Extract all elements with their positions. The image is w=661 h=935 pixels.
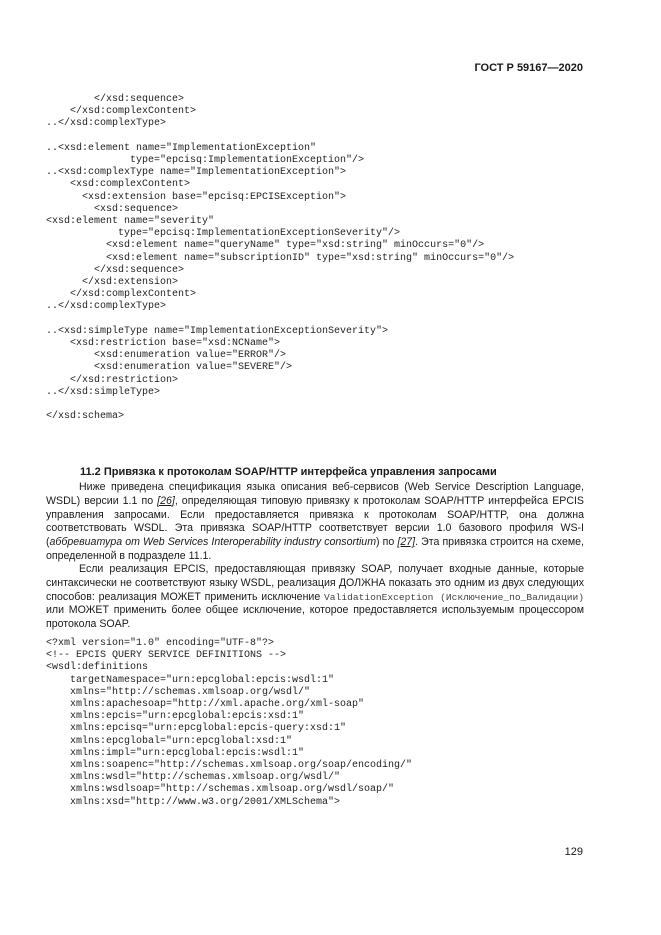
xsd-code-line: ..<xsd:simpleType name="ImplementationExceptionSeverity"> [46,325,389,337]
wsdl-code-line: targetNamespace="urn:epcglobal:epcis:wsdl:1" [46,674,335,686]
paragraph-text: ) по [376,536,398,549]
paragraph-wsdl-binding [46,481,584,564]
section-heading: 11.2 Привязка к протоколам SOAP/HTTP интерфейса управления запросами [80,466,497,478]
xsd-code-line: <xsd:element name="queryName" type="xsd:string" minOccurs="0"/> [46,240,485,252]
wsdl-code-line: <!-- EPCIS QUERY SERVICE DEFINITIONS --> [46,650,287,662]
document-standard-number: ГОСТ Р 59167—2020 [474,62,583,74]
wsdl-code-line: xmlns:wsdlsoap="http://schemas.xmlsoap.org/wsdl/soap/" [46,784,395,796]
wsdl-code-line: xmlns:wsdl="http://schemas.xmlsoap.org/wsdl/" [46,772,341,784]
wsdl-code-line: xmlns:impl="urn:epcglobal:epcis:wsdl:1" [46,747,305,759]
xsd-code-line: </xsd:extension> [46,277,179,289]
paragraph-text: Если реализация EPCIS, предоставляющая привязку SOAP, получает входные данные, которые синтаксически не соответствуют языку WSDL, реализация ДОЛЖНА показать это одним из двух следующих способов: реализация МОЖЕТ применить исключение [46,563,584,603]
xsd-code-line: <xsd:enumeration value="ERROR"/> [46,350,287,362]
xsd-code-line [46,399,514,411]
wsdl-code-line: xmlns:epcglobal="urn:epcglobal:xsd:1" [46,735,293,747]
xsd-schema-code-block [46,94,514,423]
xsd-code-line: <xsd:restriction base="xsd:NCName"> [46,338,281,350]
page-number: 129 [564,846,583,858]
xsd-code-line: <xsd:enumeration value="SEVERE"/> [46,362,293,374]
xsd-code-line [46,131,514,143]
wsdl-code-line: xmlns:epcis="urn:epcglobal:epcis:xsd:1" [46,711,305,723]
xsd-code-line: ..</xsd:complexType> [46,118,167,130]
xsd-code-line: </xsd:schema> [46,411,125,423]
xsd-code-line: type="epcisq:ImplementationException"/> [46,155,365,167]
xsd-code-line: <xsd:element name="subscriptionID" type="xsd:string" minOccurs="0"/> [46,252,515,264]
xsd-code-line: <xsd:complexContent> [46,179,191,191]
xsd-code-line: ..<xsd:element name="ImplementationException" [46,142,317,154]
wsdl-code-line: <wsdl:definitions [46,662,149,674]
paragraph-text: . Эта привязка строится на схеме, определенной в подразделе 11.1. [46,536,584,562]
xsd-code-line: ..</xsd:complexType> [46,301,167,313]
wsdl-definitions-code-block [46,638,412,809]
paragraph-text: или МОЖЕТ применить более общее исключение, которое предоставляется используемым процессором протокола SOAP. [46,604,584,631]
xsd-code-line: type="epcisq:ImplementationExceptionSeverity"/> [46,228,401,240]
xsd-code-line: ..<xsd:complexType name="ImplementationException"> [46,167,347,179]
wsdl-code-line: xmlns:xsd="http://www.w3.org/2001/XMLSchema"> [46,796,341,808]
xsd-code-line: <xsd:extension base="epcisq:EPCISException"> [46,191,347,203]
xsd-code-line: <xsd:sequence> [46,203,179,215]
xsd-code-line: ..</xsd:simpleType> [46,386,161,398]
xsd-code-line: <xsd:element name="severity" [46,216,215,228]
reference-link-27[interactable]: [27] [397,536,416,549]
paragraph-text: , определяющая типовую привязку к протоколам SOAP/HTTP интерфейса EPCIS управления запросами. Если предоставляется привязка к протоколам SOAP/HTTP, она должна соответствовать WSDL. Эта привязка SOAP/HTTP соответствует версии 1.0 базового профиля WS-I ( [46,494,584,549]
wsdl-code-line: xmlns:soapenc="http://schemas.xmlsoap.org/soap/encoding/" [46,760,413,772]
xsd-code-line: </xsd:restriction> [46,374,179,386]
wsdl-code-line: xmlns:epcisq="urn:epcglobal:epcis-query:xsd:1" [46,723,347,735]
xsd-code-line [46,314,514,326]
paragraph-italic-text: аббревиатура от Web Services Interoperability industry consortium [49,536,377,549]
exception-name-code: ValidationException (Исключение_по_Валидации) [324,591,584,603]
wsdl-code-line: xmlns:apachesoap="http://xml.apache.org/xml-soap" [46,699,365,711]
reference-link-26[interactable]: [26] [157,494,175,507]
wsdl-code-line: <?xml version="1.0" encoding="UTF-8"?> [46,638,275,649]
wsdl-code-line: xmlns="http://schemas.xmlsoap.org/wsdl/" [46,686,311,698]
xsd-code-line: </xsd:sequence> [46,264,185,276]
xsd-code-line: </xsd:complexContent> [46,289,197,301]
xsd-code-line: </xsd:sequence> [46,94,185,105]
xsd-code-line: </xsd:complexContent> [46,106,197,118]
paragraph-text: Ниже приведена спецификация языка описания веб-сервисов (Web Service Description Language, WSDL) версии 1.1 по [46,481,584,507]
paragraph-validation-exception [46,563,584,632]
